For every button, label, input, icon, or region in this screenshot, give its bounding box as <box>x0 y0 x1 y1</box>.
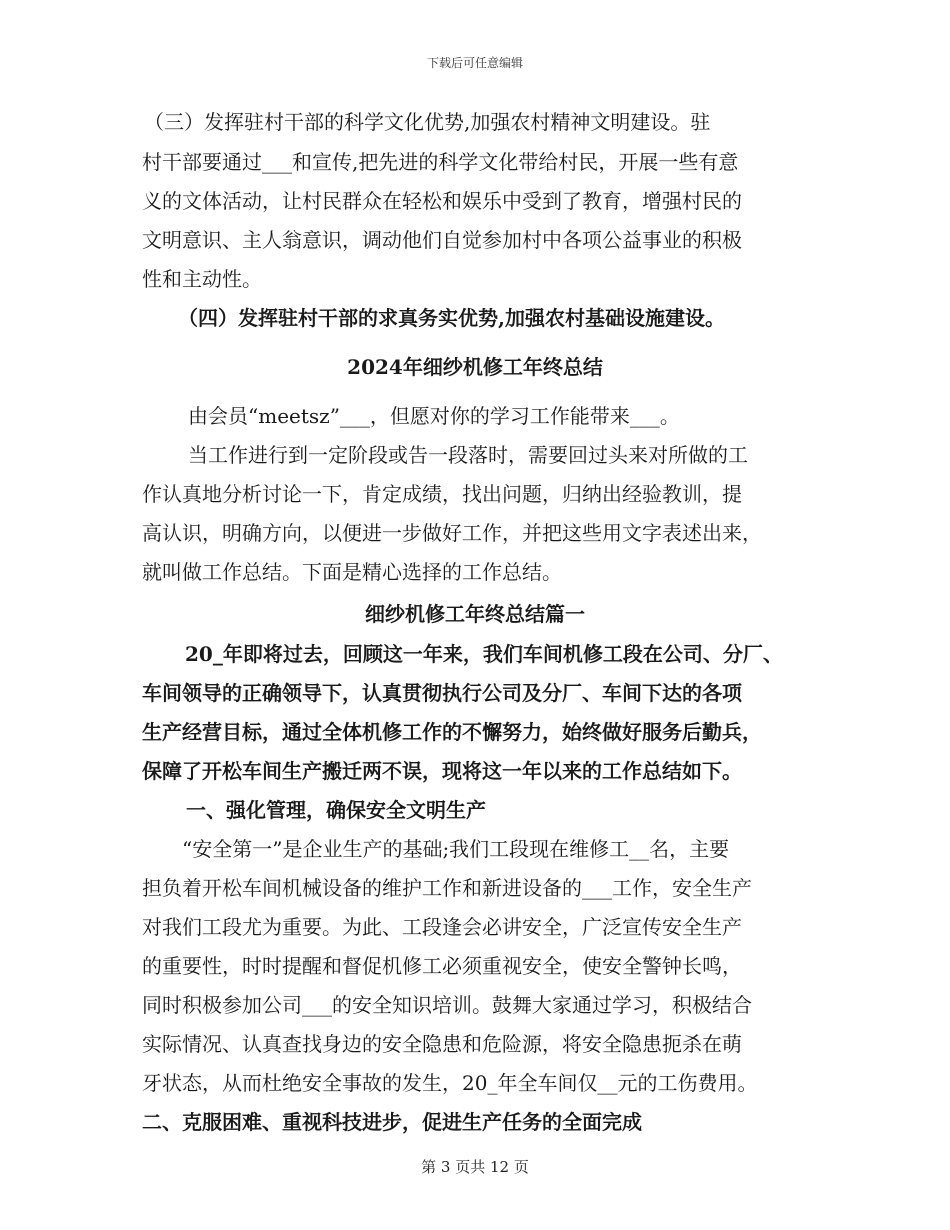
heading-si: （四）发挥驻村干部的求真务实优势,加强农村基础设施建设。 <box>178 306 725 330</box>
intro-line: 就叫做工作总结。下面是精心选择的工作总结。 <box>142 560 562 584</box>
paragraph-line: 同时积极参加公司___的安全知识培训。鼓舞大家通过学习，积极结合 <box>142 993 752 1017</box>
paragraph-line: （三）发挥驻村干部的科学文化优势,加强农村精神文明建设。驻 <box>144 110 711 134</box>
paragraph-line: 的重要性，时时提醒和督促机修工必须重视安全，使安全警钟长鸣， <box>142 954 742 978</box>
intro-line: 当工作进行到一定阶段或告一段落时，需要回过头来对所做的工 <box>188 443 748 467</box>
document-title: 2024年细纱机修工年终总结 <box>347 355 603 379</box>
heading-1: 一、强化管理，确保安全文明生产 <box>186 798 486 822</box>
bold-paragraph-line: 车间领导的正确领导下，认真贯彻执行公司及分厂、车间下达的各项 <box>142 681 742 705</box>
paragraph-line: 牙状态，从而杜绝安全事故的发生，20_年全车间仅__元的工伤费用。 <box>142 1071 758 1095</box>
bold-paragraph-line: 保障了开松车间生产搬迁两不误，现将这一年以来的工作总结如下。 <box>142 759 742 783</box>
intro-line: 高认识，明确方向，以便进一步做好工作，并把这些用文字表述出来， <box>142 521 762 545</box>
paragraph-line: “安全第一”是企业生产的基础;我们工段现在维修工__名，主要 <box>182 837 730 861</box>
section-title: 细纱机修工年终总结篇一 <box>365 602 585 626</box>
intro-line: 由会员“meetsz”___，但愿对你的学习工作能带来___。 <box>188 404 680 428</box>
paragraph-line: 担负着开松车间机械设备的维护工作和新进设备的___工作，安全生产 <box>142 876 752 900</box>
page-header: 下载后可任意编辑 <box>426 56 523 70</box>
heading-2: 二、克服困难、重视科技进步，促进生产任务的全面完成 <box>142 1110 642 1134</box>
paragraph-line: 对我们工段尤为重要。为此、工段逢会必讲安全，广泛宣传安全生产 <box>142 915 742 939</box>
paragraph-line: 文明意识、主人翁意识，调动他们自觉参加村中各项公益事业的积极 <box>142 228 742 252</box>
paragraph-line: 义的文体活动，让村民群众在轻松和娱乐中受到了教育，增强村民的 <box>142 189 742 213</box>
paragraph-line: 村干部要通过___和宣传,把先进的科学文化带给村民，开展一些有意 <box>142 150 739 174</box>
paragraph-line: 性和主动性。 <box>142 267 262 291</box>
intro-line: 作认真地分析讨论一下，肯定成绩，找出问题，归纳出经验教训，提 <box>142 482 742 506</box>
bold-paragraph-line: 生产经营目标，通过全体机修工作的不懈努力，始终做好服务后勤兵， <box>142 720 762 744</box>
bold-paragraph-line: 20_年即将过去，回顾这一年来，我们车间机修工段在公司、分厂、 <box>185 642 783 666</box>
page-number: 第 3 页共 12 页 <box>421 1158 529 1176</box>
paragraph-line: 实际情况、认真查找身边的安全隐患和危险源，将安全隐患扼杀在萌 <box>142 1032 742 1056</box>
